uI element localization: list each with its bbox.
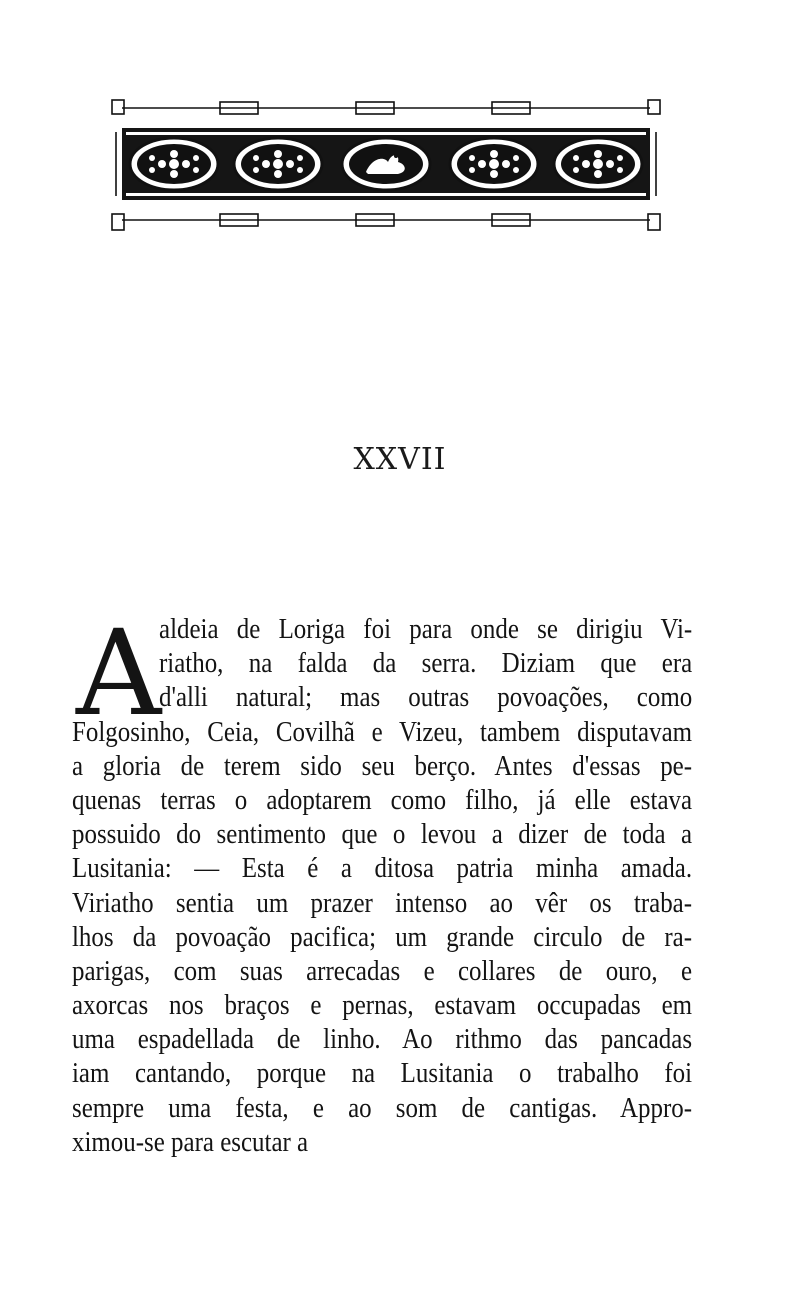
chapter-heading: XXVII bbox=[353, 442, 447, 477]
text-line: sempre uma festa, e ao som de cantigas. Appro- bbox=[72, 1091, 693, 1124]
drop-cap bbox=[72, 604, 162, 742]
text-line: riatho, na falda da serra. Diziam que era bbox=[159, 647, 693, 680]
text-line: iam cantando, porque na Lusitania o trabalho foi bbox=[72, 1057, 693, 1090]
medallion-row bbox=[130, 138, 642, 190]
text-line: lhos da povoação pacifica; um grande circulo de ra- bbox=[72, 920, 693, 953]
text-line: aldeia de Loriga foi para onde se dirigiu Vi- bbox=[159, 613, 693, 645]
text-line: parigas, com suas arrecadas e collares de ouro, e bbox=[72, 954, 693, 987]
text-line: uma espadellada de linho. Ao rithmo das pancadas bbox=[72, 1023, 693, 1056]
text-line: ximou-se para escutar a bbox=[72, 1125, 309, 1158]
text-line: possuido do sentimento que o levou a dizer de toda a bbox=[72, 818, 693, 851]
decorative-header-border bbox=[108, 92, 664, 240]
text-line: Lusitania: — Esta é a ditosa patria minha amada. bbox=[72, 852, 693, 885]
body-text bbox=[72, 604, 693, 1159]
text-line: a gloria de terem sido seu berço. Antes d'essas pe- bbox=[72, 749, 693, 782]
text-line: Viriatho sentia um prazer intenso ao vêr os traba- bbox=[72, 886, 693, 919]
text-line: d'alli natural; mas outras povoações, como bbox=[159, 681, 693, 714]
text-line: axorcas nos braços e pernas, estavam occupadas em bbox=[72, 989, 693, 1022]
svg-text:A: A bbox=[76, 604, 162, 742]
text-line: quenas terras o adoptarem como filho, já elle estava bbox=[72, 783, 693, 816]
text-line: Folgosinho, Ceia, Covilhã e Vizeu, tambem disputavam bbox=[72, 715, 693, 748]
